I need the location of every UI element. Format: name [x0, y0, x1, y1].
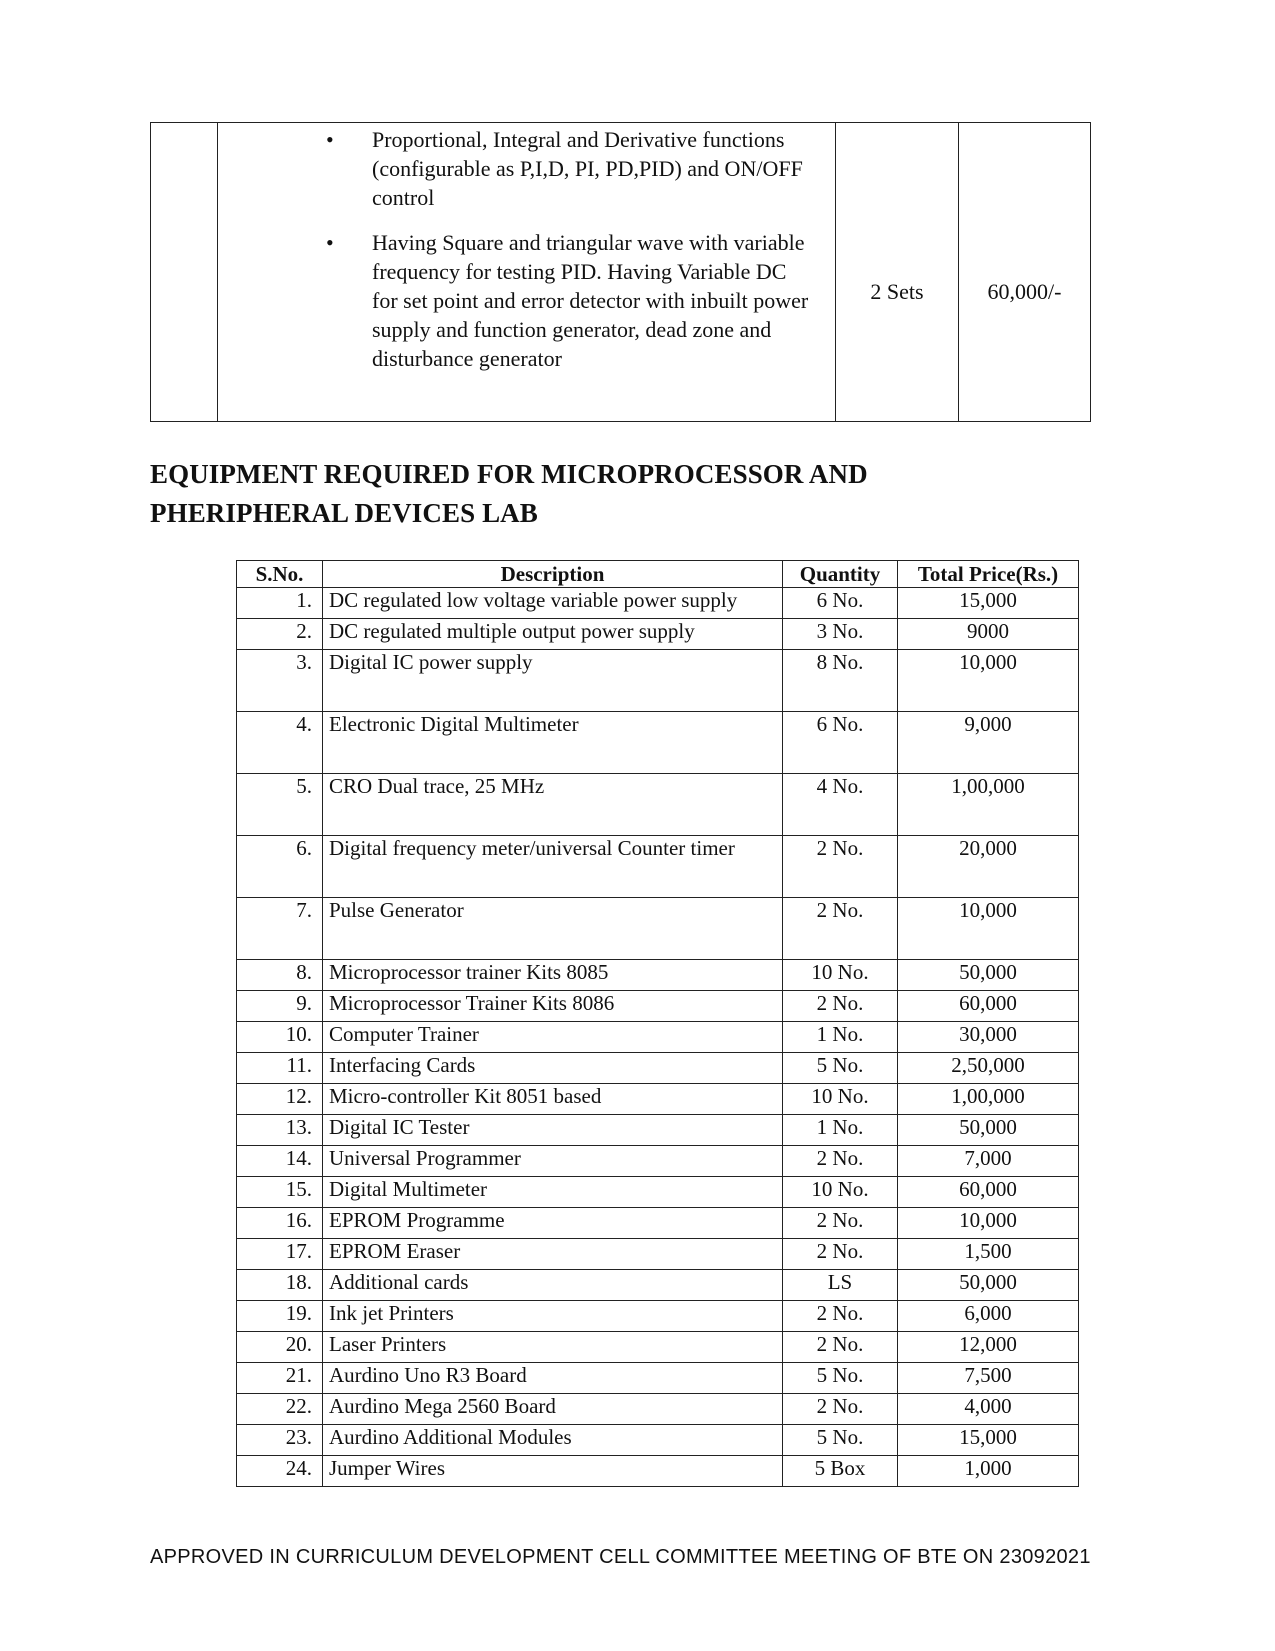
sno-cell: 12. — [237, 1084, 323, 1115]
price-cell: 15,000 — [898, 1425, 1079, 1456]
quantity-cell: 10 No. — [783, 1177, 898, 1208]
header-sno: S.No. — [237, 561, 323, 588]
quantity-cell: 8 No. — [783, 650, 898, 712]
sno-cell: 13. — [237, 1115, 323, 1146]
quantity-cell: 2 Sets — [836, 123, 959, 422]
table-row — [237, 836, 1079, 898]
table-row — [237, 1425, 1079, 1456]
price-cell: 7,000 — [898, 1146, 1079, 1177]
table-row — [237, 1022, 1079, 1053]
price-cell: 20,000 — [898, 836, 1079, 898]
table-row — [237, 650, 1079, 712]
price-cell: 60,000 — [898, 991, 1079, 1022]
sno-cell: 21. — [237, 1363, 323, 1394]
header-quantity: Quantity — [783, 561, 898, 588]
description-cell: Aurdino Additional Modules — [323, 1425, 783, 1456]
sno-cell: 24. — [237, 1456, 323, 1487]
description-cell: Digital frequency meter/universal Counter timer — [323, 836, 783, 898]
price-cell: 60,000/- — [959, 123, 1091, 422]
sno-cell: 18. — [237, 1270, 323, 1301]
price-cell: 10,000 — [898, 898, 1079, 960]
quantity-cell: 1 No. — [783, 1022, 898, 1053]
description-cell: Digital Multimeter — [323, 1177, 783, 1208]
quantity-cell: 2 No. — [783, 991, 898, 1022]
sno-cell: 14. — [237, 1146, 323, 1177]
quantity-cell: 5 No. — [783, 1363, 898, 1394]
price-cell: 4,000 — [898, 1394, 1079, 1425]
sno-cell: 8. — [237, 960, 323, 991]
list-item — [218, 125, 835, 212]
description-cell: Interfacing Cards — [323, 1053, 783, 1084]
description-cell: DC regulated multiple output power supply — [323, 619, 783, 650]
description-cell: Electronic Digital Multimeter — [323, 712, 783, 774]
sno-cell — [151, 123, 218, 422]
description-cell: Pulse Generator — [323, 898, 783, 960]
description-cell: Digital IC power supply — [323, 650, 783, 712]
quantity-cell: 10 No. — [783, 1084, 898, 1115]
price-cell: 12,000 — [898, 1332, 1079, 1363]
quantity-cell: 6 No. — [783, 712, 898, 774]
table-row — [237, 1363, 1079, 1394]
price-cell: 50,000 — [898, 960, 1079, 991]
quantity-cell: 2 No. — [783, 1208, 898, 1239]
description-cell: Laser Printers — [323, 1332, 783, 1363]
table-row — [237, 1053, 1079, 1084]
bullet-icon: • — [326, 230, 334, 255]
description-cell: DC regulated low voltage variable power supply — [323, 588, 783, 619]
price-cell: 6,000 — [898, 1301, 1079, 1332]
price-cell: 1,500 — [898, 1239, 1079, 1270]
bullet-text: Having Square and triangular wave with variable frequency for testing PID. Having Variable DC for set point and error detector with inbuilt power supply and function generator, dead zone and disturbance generator — [372, 230, 809, 371]
header-total-price: Total Price(Rs.) — [898, 561, 1079, 588]
description-cell — [218, 123, 836, 422]
quantity-cell: LS — [783, 1270, 898, 1301]
sno-cell: 2. — [237, 619, 323, 650]
price-cell: 15,000 — [898, 588, 1079, 619]
table-header-row — [237, 561, 1079, 588]
table-row — [237, 991, 1079, 1022]
table-row — [237, 1115, 1079, 1146]
quantity-cell: 2 No. — [783, 1146, 898, 1177]
sno-cell: 19. — [237, 1301, 323, 1332]
quantity-cell: 10 No. — [783, 960, 898, 991]
quantity-cell: 1 No. — [783, 1115, 898, 1146]
quantity-cell: 5 No. — [783, 1425, 898, 1456]
description-cell: Universal Programmer — [323, 1146, 783, 1177]
sno-cell: 6. — [237, 836, 323, 898]
description-cell: Micro-controller Kit 8051 based — [323, 1084, 783, 1115]
description-cell: Additional cards — [323, 1270, 783, 1301]
sno-cell: 16. — [237, 1208, 323, 1239]
description-cell: Microprocessor Trainer Kits 8086 — [323, 991, 783, 1022]
sno-cell: 15. — [237, 1177, 323, 1208]
quantity-cell: 3 No. — [783, 619, 898, 650]
sno-cell: 11. — [237, 1053, 323, 1084]
price-cell: 50,000 — [898, 1115, 1079, 1146]
description-cell: Aurdino Uno R3 Board — [323, 1363, 783, 1394]
price-cell: 1,000 — [898, 1456, 1079, 1487]
table-row — [237, 1301, 1079, 1332]
quantity-cell: 2 No. — [783, 1332, 898, 1363]
description-cell: Aurdino Mega 2560 Board — [323, 1394, 783, 1425]
sno-cell: 17. — [237, 1239, 323, 1270]
table-row — [237, 960, 1079, 991]
sno-cell: 22. — [237, 1394, 323, 1425]
price-cell: 1,00,000 — [898, 1084, 1079, 1115]
quantity-cell: 4 No. — [783, 774, 898, 836]
price-cell: 30,000 — [898, 1022, 1079, 1053]
sno-cell: 5. — [237, 774, 323, 836]
price-cell: 10,000 — [898, 650, 1079, 712]
spec-bullet-list — [218, 125, 835, 373]
table-row — [237, 1177, 1079, 1208]
sno-cell: 23. — [237, 1425, 323, 1456]
list-item — [218, 228, 835, 373]
description-cell: Digital IC Tester — [323, 1115, 783, 1146]
price-cell: 10,000 — [898, 1208, 1079, 1239]
table-row — [237, 712, 1079, 774]
description-cell: EPROM Programme — [323, 1208, 783, 1239]
quantity-cell: 2 No. — [783, 1301, 898, 1332]
previous-equipment-table — [150, 122, 1091, 422]
sno-cell: 20. — [237, 1332, 323, 1363]
price-cell: 7,500 — [898, 1363, 1079, 1394]
table-row — [237, 1239, 1079, 1270]
table-row — [237, 1332, 1079, 1363]
section-heading: EQUIPMENT REQUIRED FOR MICROPROCESSOR AND PHERIPHERAL DEVICES LAB — [150, 459, 868, 528]
table-row — [237, 898, 1079, 960]
description-cell: EPROM Eraser — [323, 1239, 783, 1270]
description-cell: Jumper Wires — [323, 1456, 783, 1487]
table-row — [237, 619, 1079, 650]
price-cell: 60,000 — [898, 1177, 1079, 1208]
table-row — [237, 1270, 1079, 1301]
sno-cell: 9. — [237, 991, 323, 1022]
description-cell: Ink jet Printers — [323, 1301, 783, 1332]
quantity-cell: 5 Box — [783, 1456, 898, 1487]
table-row — [237, 1394, 1079, 1425]
bullet-icon: • — [326, 127, 334, 152]
price-cell: 50,000 — [898, 1270, 1079, 1301]
quantity-cell: 5 No. — [783, 1053, 898, 1084]
table-row — [237, 1208, 1079, 1239]
footer-note: APPROVED IN CURRICULUM DEVELOPMENT CELL COMMITTEE MEETING OF BTE ON 23092021 — [150, 1546, 1091, 1568]
quantity-cell: 2 No. — [783, 1394, 898, 1425]
sno-cell: 4. — [237, 712, 323, 774]
table-row — [237, 1146, 1079, 1177]
price-cell: 9,000 — [898, 712, 1079, 774]
table-row — [151, 123, 1091, 422]
table-row — [237, 1084, 1079, 1115]
description-cell: CRO Dual trace, 25 MHz — [323, 774, 783, 836]
quantity-cell: 2 No. — [783, 1239, 898, 1270]
equipment-table-body — [237, 588, 1079, 1487]
table-row — [237, 1456, 1079, 1487]
header-description: Description — [323, 561, 783, 588]
description-cell: Microprocessor trainer Kits 8085 — [323, 960, 783, 991]
price-cell: 2,50,000 — [898, 1053, 1079, 1084]
quantity-cell: 2 No. — [783, 836, 898, 898]
price-cell: 9000 — [898, 619, 1079, 650]
quantity-cell: 2 No. — [783, 898, 898, 960]
description-cell: Computer Trainer — [323, 1022, 783, 1053]
table-row — [237, 774, 1079, 836]
bullet-text: Proportional, Integral and Derivative functions (configurable as P,I,D, PI, PD,PID) and ON/OFF control — [372, 127, 803, 210]
price-cell: 1,00,000 — [898, 774, 1079, 836]
equipment-table — [236, 560, 1079, 1487]
sno-cell: 7. — [237, 898, 323, 960]
sno-cell: 10. — [237, 1022, 323, 1053]
sno-cell: 1. — [237, 588, 323, 619]
sno-cell: 3. — [237, 650, 323, 712]
table-row — [237, 588, 1079, 619]
quantity-cell: 6 No. — [783, 588, 898, 619]
